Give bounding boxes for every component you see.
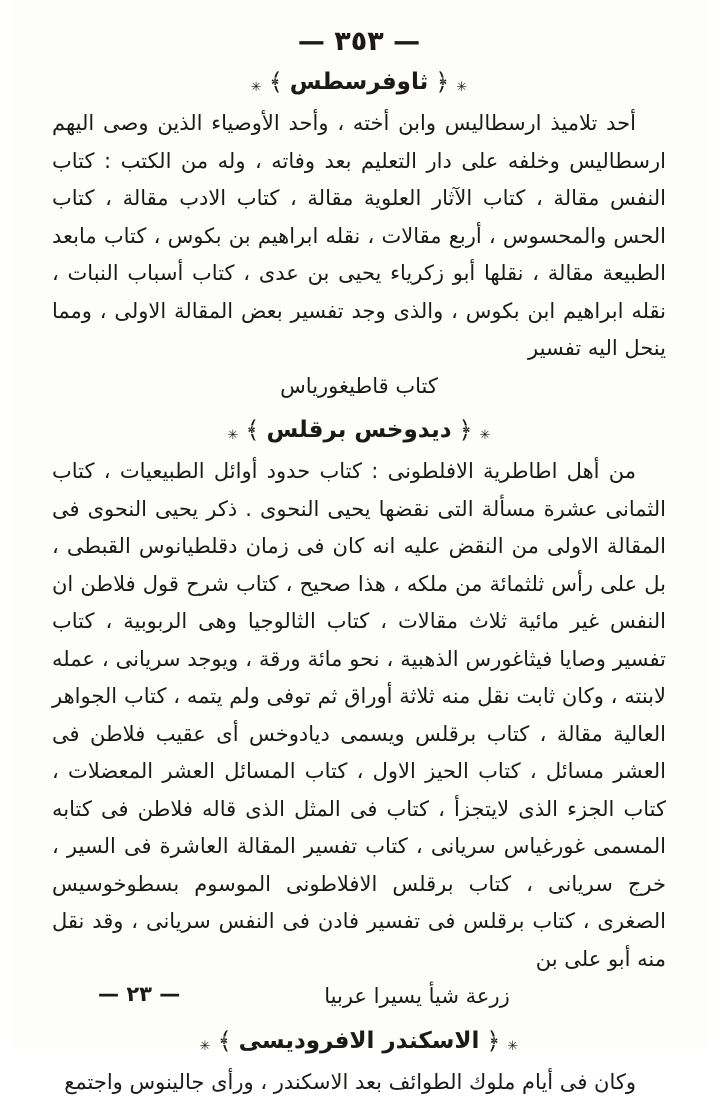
section-heading	[52, 1024, 666, 1058]
section-title: ثاوفرسطس	[290, 65, 428, 99]
book-page	[12, 0, 708, 1048]
ornate-close-bracket-icon: ﴾	[245, 413, 259, 447]
section-title: ديدوخس برقلس	[266, 413, 451, 447]
section-alexander-aphrodisias	[52, 1024, 666, 1101]
ornate-close-bracket-icon: ﴾	[218, 1024, 232, 1058]
ornament-star-icon: ✳	[251, 71, 262, 105]
ornament-star-icon: ✳	[507, 1030, 518, 1064]
ornament-star-icon: ✳	[456, 71, 467, 105]
paragraph-last-line: زرعة شيأ يسيرا عربيا	[110, 978, 720, 1016]
ornament-star-icon: ✳	[480, 419, 491, 453]
section-heading	[52, 413, 666, 447]
ornate-close-bracket-icon: ﴾	[269, 65, 283, 99]
ornate-open-bracket-icon: ﴿	[435, 65, 449, 99]
section-diadochus-proclus	[52, 413, 666, 1016]
paragraph: وكان فى أيام ملوك الطوائف بعد الاسكندر ، ورأى جالينوس واجتمع	[52, 1064, 666, 1101]
section-theophrastus	[52, 65, 666, 405]
page-number-bottom: — ٢٣ —	[98, 982, 180, 1006]
page-number-top: — ٣٥٣ —	[52, 26, 666, 57]
page-content	[52, 26, 666, 1101]
paragraph-last-line: كتاب قاطيغورياس	[52, 368, 666, 406]
ornate-open-bracket-icon: ﴿	[459, 413, 473, 447]
paragraph: أحد تلاميذ ارسطاليس وابن أخته ، وأحد الأوصياء الذين وصى اليهم ارسطاليس وخلفه على دار التعليم بعد وفاته ، وله من الكتب : كتاب النفس مقالة ، كتاب الآثار العلوية مقالة ، كتاب الادب مقالة ، كتاب الحس والمحسوس ، أربع مقالات ، نقله ابراهيم بن بكوس ، كتاب مابعد الطبيعة مقالة ، نقلها أبو زكرياء يحيى بن عدى ، كتاب أسباب النبات ، نقله ابراهيم ابن بكوس ، والذى وجد تفسير بعض المقالة الاولى ، ومما ينحل اليه تفسير	[52, 105, 666, 368]
ornament-star-icon: ✳	[200, 1030, 211, 1064]
paragraph: من أهل اطاطرية الافلطونى : كتاب حدود أوائل الطبيعيات ، كتاب الثمانى عشرة مسألة التى نقضها يحيى النحوى . ذكر يحيى النحوى فى المقالة الاولى من النقض عليه انه كان فى زمان دقلطيانوس القبطى ، بل على رأس ثلثمائة من ملكه ، هذا صحيح ، كتاب شرح قول فلاطن ان النفس غير مائية ثلاث مقالات ، كتاب الثالوجيا وهى الربوبية ، كتاب تفسير وصايا فيثاغورس الذهبية ، نحو مائة ورقة ، ويوجد سريانى ، عمله لابنته ، وكان ثابت نقل منه ثلاثة أوراق ثم توفى ولم يتمه ، كتاب الجواهر العالية مقالة ، كتاب برقلس ويسمى ديادوخس أى عقيب فلاطن فى العشر مسائل ، كتاب الحيز الاول ، كتاب المسائل العشر المعضلات ، كتاب الجزء الذى لايتجزأ ، كتاب فى المثل الذى قاله فلاطن فى كتابه المسمى غورغياس سريانى ، كتاب تفسير المقالة العاشرة فى السير ، خرج سريانى ، كتاب برقلس الافلاطونى الموسوم بسطوخوسيس الصغرى ، كتاب برقلس فى تفسير فادن فى النفس سريانى ، وقد نقل منه أبو على بن	[52, 453, 666, 978]
ornament-star-icon: ✳	[228, 419, 239, 453]
section-title: الاسكندر الافروديسى	[239, 1024, 480, 1058]
section-heading	[52, 65, 666, 99]
ornate-open-bracket-icon: ﴿	[486, 1024, 500, 1058]
